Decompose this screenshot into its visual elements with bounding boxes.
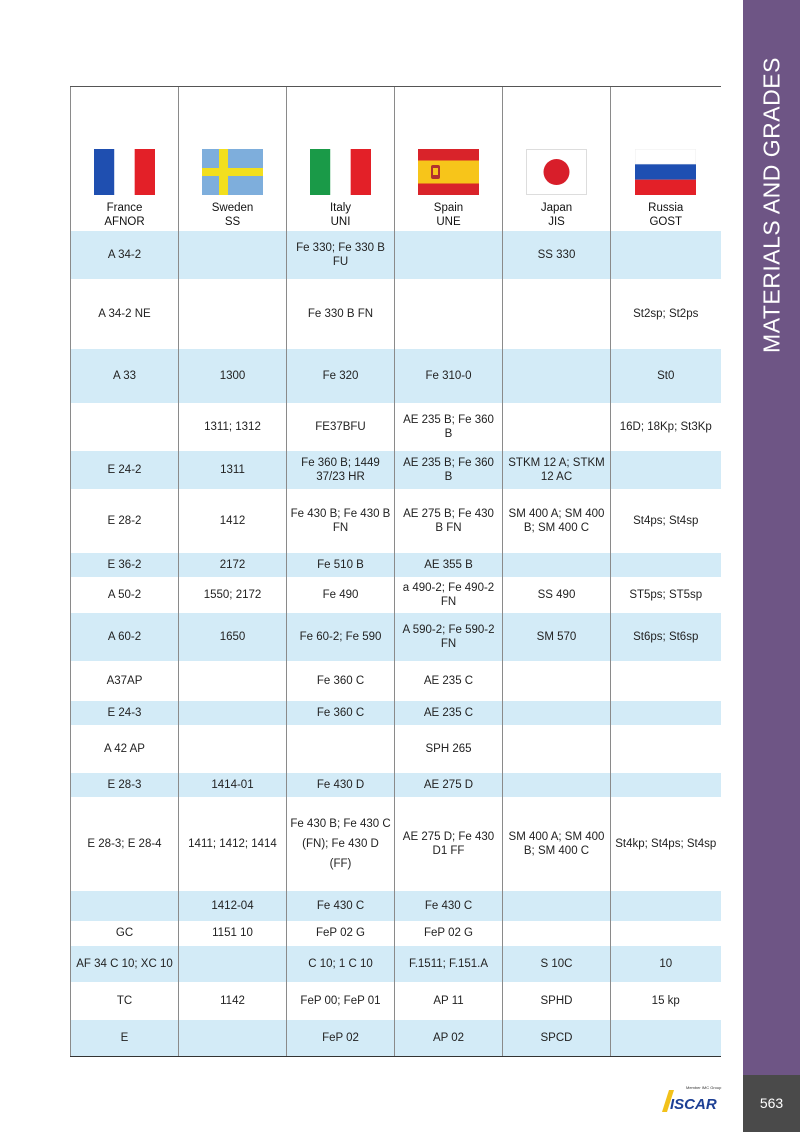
column-header-japan: [503, 87, 611, 231]
cell-afnor: E 24-3: [71, 701, 179, 725]
cell-jis: [503, 349, 611, 403]
cell-ss: 1412: [179, 489, 287, 553]
column-header-russia: [611, 87, 721, 231]
column-standard: UNI: [330, 215, 351, 228]
cell-ss: [179, 725, 287, 773]
cell-une: AE 235 C: [395, 701, 503, 725]
column-standard: SS: [224, 215, 241, 228]
table-row: [71, 661, 721, 701]
cell-gost: ST5ps; ST5sp: [611, 577, 721, 613]
italy-flag-icon: [310, 149, 371, 195]
cell-afnor: TC: [71, 982, 179, 1020]
column-country: Italy: [329, 201, 352, 214]
cell-afnor: A 34-2: [71, 231, 179, 279]
column-standard: JIS: [548, 215, 565, 228]
cell-jis: [503, 553, 611, 577]
cell-gost: St4kp; St4ps; St4sp: [611, 797, 721, 891]
cell-ss: [179, 701, 287, 725]
column-standard: UNE: [436, 215, 461, 228]
cell-ss: 1550; 2172: [179, 577, 287, 613]
column-standard: AFNOR: [104, 215, 145, 228]
cell-afnor: A 60-2: [71, 613, 179, 661]
cell-gost: [611, 773, 721, 797]
cell-afnor: A37AP: [71, 661, 179, 701]
cell-une: a 490-2; Fe 490-2 FN: [395, 577, 503, 613]
cell-uni: Fe 430 C: [287, 891, 395, 921]
cell-jis: [503, 279, 611, 349]
cell-une: FeP 02 G: [395, 921, 503, 946]
cell-gost: [611, 231, 721, 279]
table-row: [71, 489, 721, 553]
table-row: [71, 701, 721, 725]
cell-jis: S 10C: [503, 946, 611, 982]
cell-une: [395, 279, 503, 349]
cell-uni: Fe 510 B: [287, 553, 395, 577]
cell-ss: 1412-04: [179, 891, 287, 921]
cell-uni: Fe 330; Fe 330 B FU: [287, 231, 395, 279]
table-header-row: [71, 87, 721, 231]
france-flag-icon: [94, 149, 155, 195]
table-row: [71, 577, 721, 613]
cell-gost: [611, 1020, 721, 1057]
cell-gost: [611, 661, 721, 701]
spain-flag-icon: [418, 149, 479, 195]
cell-jis: SPCD: [503, 1020, 611, 1057]
section-title-container: [743, 0, 800, 400]
cell-uni: Fe 490: [287, 577, 395, 613]
cell-gost: [611, 451, 721, 489]
cell-une: AE 275 D: [395, 773, 503, 797]
cell-gost: St4ps; St4sp: [611, 489, 721, 553]
cell-ss: [179, 1020, 287, 1057]
cell-uni: FeP 02: [287, 1020, 395, 1057]
cell-uni: C 10; 1 C 10: [287, 946, 395, 982]
cell-gost: 16D; 18Kp; St3Kp: [611, 403, 721, 451]
column-country: Spain: [433, 201, 464, 214]
cell-gost: St6ps; St6sp: [611, 613, 721, 661]
cell-gost: [611, 701, 721, 725]
column-header-france: [71, 87, 179, 231]
russia-flag-icon: [635, 149, 696, 195]
table-row: [71, 349, 721, 403]
cell-ss: 1411; 1412; 1414: [179, 797, 287, 891]
cell-jis: [503, 891, 611, 921]
cell-une: AP 02: [395, 1020, 503, 1057]
column-header-italy: [287, 87, 395, 231]
table-row: [71, 1020, 721, 1057]
cell-ss: 1142: [179, 982, 287, 1020]
logo-tagline: Member IMC Group: [686, 1085, 722, 1090]
cell-gost: 15 kp: [611, 982, 721, 1020]
cell-ss: 1311: [179, 451, 287, 489]
materials-table: [70, 86, 721, 1057]
cell-ss: 1414-01: [179, 773, 287, 797]
cell-ss: 1151 10: [179, 921, 287, 946]
cell-jis: SM 400 A; SM 400 B; SM 400 C: [503, 797, 611, 891]
iscar-logo: [660, 1082, 724, 1114]
cell-ss: 2172: [179, 553, 287, 577]
column-standard: GOST: [649, 215, 683, 228]
section-title: MATERIALS AND GRADES: [758, 57, 784, 353]
table-row: [71, 613, 721, 661]
cell-jis: STKM 12 A; STKM 12 AC: [503, 451, 611, 489]
cell-gost: 10: [611, 946, 721, 982]
table-row: [71, 279, 721, 349]
cell-une: Fe 430 C: [395, 891, 503, 921]
cell-gost: [611, 891, 721, 921]
cell-gost: [611, 725, 721, 773]
cell-afnor: GC: [71, 921, 179, 946]
cell-uni: Fe 360 B; 1449 37/23 HR: [287, 451, 395, 489]
column-country: Japan: [540, 201, 573, 214]
page-number-box: [743, 1075, 800, 1132]
japan-flag-icon: [526, 149, 587, 195]
cell-afnor: E 24-2: [71, 451, 179, 489]
cell-afnor: A 33: [71, 349, 179, 403]
cell-afnor: E 28-3: [71, 773, 179, 797]
table-row: [71, 773, 721, 797]
cell-une: A 590-2; Fe 590-2 FN: [395, 613, 503, 661]
cell-uni: Fe 60-2; Fe 590: [287, 613, 395, 661]
cell-uni: Fe 430 B; Fe 430 C (FN); Fe 430 D (FF): [287, 797, 395, 891]
cell-jis: [503, 921, 611, 946]
cell-jis: SPHD: [503, 982, 611, 1020]
cell-ss: 1650: [179, 613, 287, 661]
cell-gost: St0: [611, 349, 721, 403]
column-country: Russia: [648, 201, 684, 214]
cell-afnor: [71, 891, 179, 921]
cell-jis: [503, 403, 611, 451]
cell-une: [395, 231, 503, 279]
column-country: France: [106, 201, 143, 214]
page-number: 563: [759, 1095, 784, 1111]
cell-ss: [179, 661, 287, 701]
cell-une: SPH 265: [395, 725, 503, 773]
cell-uni: Fe 430 D: [287, 773, 395, 797]
cell-afnor: [71, 403, 179, 451]
table-row: [71, 553, 721, 577]
cell-une: AE 235 B; Fe 360 B: [395, 451, 503, 489]
cell-jis: [503, 725, 611, 773]
cell-une: AP 11: [395, 982, 503, 1020]
cell-uni: Fe 430 B; Fe 430 B FN: [287, 489, 395, 553]
cell-ss: [179, 946, 287, 982]
cell-jis: SM 400 A; SM 400 B; SM 400 C: [503, 489, 611, 553]
cell-uni: FE37BFU: [287, 403, 395, 451]
cell-afnor: E 36-2: [71, 553, 179, 577]
column-header-sweden: [179, 87, 287, 231]
cell-gost: [611, 921, 721, 946]
table-row: [71, 451, 721, 489]
cell-uni: Fe 320: [287, 349, 395, 403]
cell-jis: [503, 661, 611, 701]
table-row: [71, 725, 721, 773]
cell-uni: Fe 360 C: [287, 661, 395, 701]
cell-uni: [287, 725, 395, 773]
logo-text: ISCAR: [670, 1096, 717, 1113]
column-header-spain: [395, 87, 503, 231]
table-row: [71, 982, 721, 1020]
cell-uni: FeP 00; FeP 01: [287, 982, 395, 1020]
cell-gost: St2sp; St2ps: [611, 279, 721, 349]
cell-ss: 1300: [179, 349, 287, 403]
cell-gost: [611, 553, 721, 577]
cell-afnor: E: [71, 1020, 179, 1057]
cell-une: AE 275 B; Fe 430 B FN: [395, 489, 503, 553]
cell-jis: SS 330: [503, 231, 611, 279]
cell-jis: SM 570: [503, 613, 611, 661]
cell-uni: Fe 360 C: [287, 701, 395, 725]
cell-uni: FeP 02 G: [287, 921, 395, 946]
column-country: Sweden: [211, 201, 254, 214]
cell-ss: [179, 231, 287, 279]
cell-afnor: A 42 AP: [71, 725, 179, 773]
cell-une: AE 235 C: [395, 661, 503, 701]
cell-afnor: AF 34 C 10; XC 10: [71, 946, 179, 982]
cell-afnor: A 34-2 NE: [71, 279, 179, 349]
table-row: [71, 946, 721, 982]
cell-afnor: E 28-3; E 28-4: [71, 797, 179, 891]
table-row: [71, 403, 721, 451]
cell-uni: Fe 330 B FN: [287, 279, 395, 349]
cell-afnor: A 50-2: [71, 577, 179, 613]
sweden-flag-icon: [202, 149, 263, 195]
cell-une: AE 355 B: [395, 553, 503, 577]
cell-une: Fe 310-0: [395, 349, 503, 403]
cell-ss: 1311; 1312: [179, 403, 287, 451]
table-row: [71, 921, 721, 946]
cell-ss: [179, 279, 287, 349]
table-row: [71, 891, 721, 921]
table-row: [71, 797, 721, 891]
cell-une: AE 275 D; Fe 430 D1 FF: [395, 797, 503, 891]
cell-jis: [503, 701, 611, 725]
cell-jis: [503, 773, 611, 797]
cell-jis: SS 490: [503, 577, 611, 613]
cell-une: AE 235 B; Fe 360 B: [395, 403, 503, 451]
cell-afnor: E 28-2: [71, 489, 179, 553]
cell-une: F.1511; F.151.A: [395, 946, 503, 982]
table-row: [71, 231, 721, 279]
